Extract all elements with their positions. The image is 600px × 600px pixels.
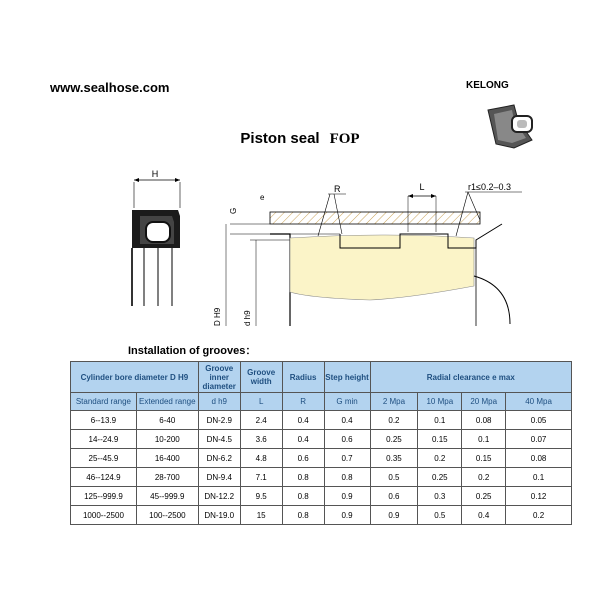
table-cell: 0.2 xyxy=(418,449,462,468)
table-cell: 0.08 xyxy=(506,449,572,468)
table-cell: 0.9 xyxy=(370,506,418,525)
subheader-40mpa: 40 Mpa xyxy=(506,393,572,411)
section-title: Installation of grooves： xyxy=(128,345,257,357)
table-cell: 0.35 xyxy=(370,449,418,468)
table-cell: 0.2 xyxy=(506,506,572,525)
table-cell: 14--24.9 xyxy=(71,430,137,449)
table-cell: 0.4 xyxy=(462,506,506,525)
groove-dimensions-table xyxy=(70,361,572,525)
table-cell: DN-12.2 xyxy=(198,487,240,506)
table-cell: 0.5 xyxy=(370,468,418,487)
table-row xyxy=(71,487,572,506)
table-cell: 46--124.9 xyxy=(71,468,137,487)
dim-e-label: e xyxy=(260,193,265,202)
table-cell: 15 xyxy=(240,506,282,525)
subheader-10mpa: 10 Mpa xyxy=(418,393,462,411)
table-cell: 0.25 xyxy=(370,430,418,449)
table-cell: 0.1 xyxy=(462,430,506,449)
title-text: Piston seal xyxy=(240,130,320,147)
table-cell: 16-400 xyxy=(136,449,198,468)
table-cell: DN-6.2 xyxy=(198,449,240,468)
table-cell: 0.3 xyxy=(418,487,462,506)
table-cell: 100--2500 xyxy=(136,506,198,525)
dim-dh9-small-label: d h9 xyxy=(243,310,252,326)
table-cell: 0.07 xyxy=(506,430,572,449)
dim-h-label: H xyxy=(151,170,159,179)
table-cell: 0.8 xyxy=(282,468,324,487)
dim-g-label: G xyxy=(229,207,238,214)
header-radial-clearance: Radial clearance e max xyxy=(370,362,572,393)
table-cell: 0.4 xyxy=(282,430,324,449)
table-cell: 0.6 xyxy=(370,487,418,506)
table-cell: 6-40 xyxy=(136,411,198,430)
table-cell: 125--999.9 xyxy=(71,487,137,506)
table-cell: 28-700 xyxy=(136,468,198,487)
header-groove-inner-diameter: Groove inner diameter xyxy=(198,362,240,393)
table-cell: 6--13.9 xyxy=(71,411,137,430)
seal-cross-section-drawing xyxy=(128,170,188,310)
table-cell: 0.25 xyxy=(418,468,462,487)
dim-r-label: R xyxy=(334,184,341,194)
table-row xyxy=(71,430,572,449)
table-cell: 0.1 xyxy=(506,468,572,487)
table-cell: 45--999.9 xyxy=(136,487,198,506)
table-cell: 25--45.9 xyxy=(71,449,137,468)
table-cell: 0.1 xyxy=(418,411,462,430)
groove-installation-drawing xyxy=(210,176,530,336)
table-cell: 0.2 xyxy=(370,411,418,430)
table-cell: DN-2.9 xyxy=(198,411,240,430)
table-cell: 0.05 xyxy=(506,411,572,430)
table-cell: 1000--2500 xyxy=(71,506,137,525)
table-cell: 2.4 xyxy=(240,411,282,430)
table-cell: 3.6 xyxy=(240,430,282,449)
subheader-r: R xyxy=(282,393,324,411)
table-row xyxy=(71,411,572,430)
subheader-l: L xyxy=(240,393,282,411)
table-cell: 0.8 xyxy=(282,487,324,506)
header-groove-width: Groove width xyxy=(240,362,282,393)
table-row xyxy=(71,506,572,525)
table-cell: 0.6 xyxy=(324,430,370,449)
page-title xyxy=(0,130,600,148)
table-cell: 0.8 xyxy=(324,468,370,487)
table-cell: 0.25 xyxy=(462,487,506,506)
table-row xyxy=(71,449,572,468)
table-cell: 0.5 xyxy=(418,506,462,525)
table-cell: 0.2 xyxy=(462,468,506,487)
subheader-standard-range: Standard range xyxy=(71,393,137,411)
table-cell: 0.9 xyxy=(324,506,370,525)
table-cell: DN-4.5 xyxy=(198,430,240,449)
subheader-20mpa: 20 Mpa xyxy=(462,393,506,411)
table-cell: 0.08 xyxy=(462,411,506,430)
table-cell: DN-9.4 xyxy=(198,468,240,487)
header-radius: Radius xyxy=(282,362,324,393)
table-cell: 10-200 xyxy=(136,430,198,449)
title-code: FOP xyxy=(329,131,360,147)
table-cell: 0.9 xyxy=(324,487,370,506)
table-cell: 0.4 xyxy=(282,411,324,430)
subheader-gmin: G min xyxy=(324,393,370,411)
dim-r1-label: r1≤0.2–0.3 xyxy=(468,182,511,192)
subheader-extended-range: Extended range xyxy=(136,393,198,411)
table-cell: 0.15 xyxy=(462,449,506,468)
table-cell: 0.7 xyxy=(324,449,370,468)
table-cell: 0.15 xyxy=(418,430,462,449)
subheader-dh9: d h9 xyxy=(198,393,240,411)
table-cell: 0.4 xyxy=(324,411,370,430)
table-cell: 0.12 xyxy=(506,487,572,506)
table-row xyxy=(71,468,572,487)
subheader-2mpa: 2 Mpa xyxy=(370,393,418,411)
table-cell: 9.5 xyxy=(240,487,282,506)
table-cell: 0.6 xyxy=(282,449,324,468)
brand-name: KELONG xyxy=(466,80,509,91)
table-cell: 4.8 xyxy=(240,449,282,468)
header-bore-diameter: Cylinder bore diameter D H9 xyxy=(71,362,199,393)
website-url[interactable]: www.sealhose.com xyxy=(50,80,170,95)
table-cell: 0.8 xyxy=(282,506,324,525)
dim-dh9-label: D H9 xyxy=(213,307,222,326)
dim-l-label: L xyxy=(419,182,425,192)
header-step-height: Step height xyxy=(324,362,370,393)
table-cell: DN-19.0 xyxy=(198,506,240,525)
table-cell: 7.1 xyxy=(240,468,282,487)
